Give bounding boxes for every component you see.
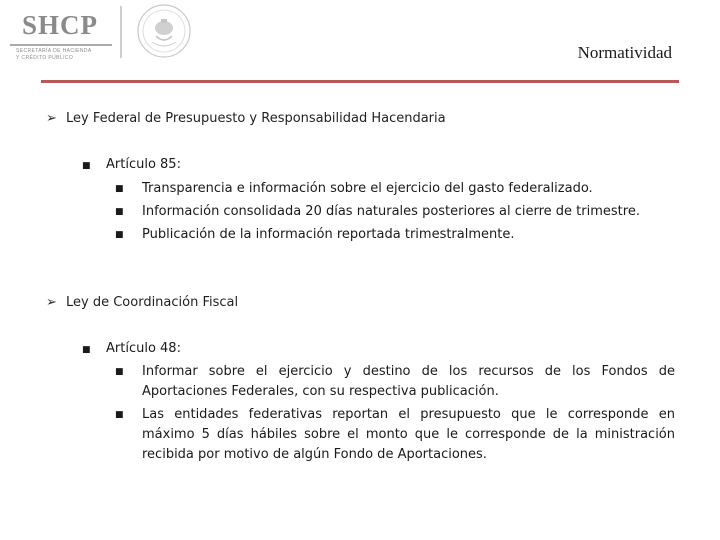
section-heading-text: Ley de Coordinación Fiscal — [66, 295, 239, 310]
square-bullet-icon: ■ — [115, 184, 124, 194]
logo-text: SHCP — [22, 10, 99, 40]
list-item-text: Informar sobre el ejercicio y destino de los recursos de los Fondos de Aportaciones Federales, con su respectiva publicación. — [142, 364, 675, 399]
list-item — [115, 179, 675, 199]
article-label — [82, 341, 181, 356]
list-item-text: Publicación de la información reportada trimestralmente. — [142, 227, 515, 242]
square-bullet-icon: ■ — [115, 367, 124, 377]
article-label-text: Artículo 85: — [106, 157, 181, 172]
square-bullet-icon: ■ — [115, 230, 124, 240]
arrow-bullet-icon: ➢ — [46, 295, 57, 310]
list-item-text: Información consolidada 20 días naturales posteriores al cierre de trimestre. — [142, 204, 640, 219]
page-title: Normatividad — [577, 43, 672, 62]
arrow-bullet-icon: ➢ — [46, 111, 57, 126]
section-heading-text: Ley Federal de Presupuesto y Responsabilidad Hacendaria — [66, 111, 446, 126]
list-item — [115, 405, 675, 465]
list-item-text: Transparencia e información sobre el ejercicio del gasto federalizado. — [142, 181, 593, 196]
logo-subtitle-1: SECRETARÍA DE HACIENDA — [16, 48, 92, 54]
square-bullet-icon: ■ — [82, 161, 91, 171]
article-label — [82, 157, 181, 172]
list-item-text: Las entidades federativas reportan el presupuesto que le corresponde en máximo 5 días hábiles sobre el monto que le corresponde de la ministración recibida por motivo de algún Fondo de Aportaciones. — [142, 407, 675, 462]
section-heading — [46, 295, 238, 310]
section-heading — [46, 111, 446, 126]
square-bullet-icon: ■ — [82, 345, 91, 355]
list-item — [115, 362, 675, 402]
square-bullet-icon: ■ — [115, 207, 124, 217]
square-bullet-icon: ■ — [115, 410, 124, 420]
list-item — [115, 202, 675, 222]
logo-subtitle-2: Y CRÉDITO PÚBLICO — [16, 55, 74, 61]
list-item — [115, 225, 675, 245]
article-label-text: Artículo 48: — [106, 341, 181, 356]
